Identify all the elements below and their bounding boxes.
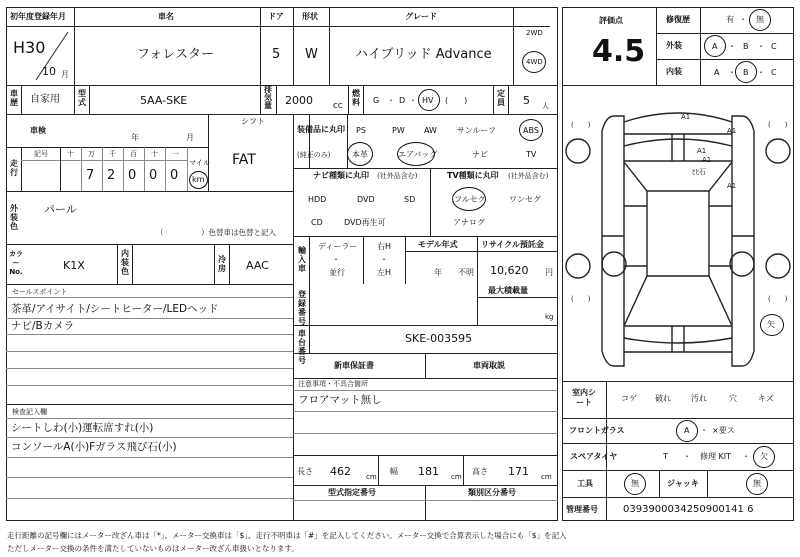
width-cm: cm	[451, 473, 462, 481]
fuel-hv: HV	[422, 96, 434, 105]
shift: FAT	[232, 152, 256, 168]
equip-label: 装備品に丸印	[297, 125, 345, 134]
length-cm: cm	[366, 473, 377, 481]
digit-4: 0	[170, 168, 179, 183]
fuel-g: G	[373, 96, 380, 105]
repair-label: 修復歴	[666, 15, 690, 24]
exterior-label: 外装	[666, 41, 682, 50]
shaken-month: 月	[186, 133, 194, 142]
glass-label: フロントガラス	[569, 426, 625, 435]
glass-dot: ・	[700, 426, 708, 435]
length: 462	[330, 465, 351, 478]
score-label: 評価点	[599, 16, 623, 25]
digit-2: 0	[128, 168, 137, 183]
glass-x: ×要ス	[712, 426, 735, 435]
interior-c: C	[771, 68, 777, 77]
spare-dot-2: ・	[742, 452, 750, 461]
ac: AAC	[246, 259, 269, 272]
notes: フロアマット無し	[298, 394, 382, 406]
dmg-mark-4: A1	[702, 156, 712, 164]
interior-a: A	[714, 68, 720, 77]
dmg-mark-3: A1	[697, 147, 707, 155]
mm-3: ( )	[571, 295, 591, 303]
inspection-line-1: シートしわ(小)運転席すれ(小)	[11, 422, 154, 434]
dmg-mark-6: A1	[727, 182, 737, 190]
unit-5: 一	[172, 150, 179, 158]
exterior-dot-2: ・	[757, 42, 765, 51]
equip-airbag: エアバッグ	[398, 150, 438, 159]
km-unit: km	[192, 175, 205, 184]
navi-hdd: HDD	[308, 195, 327, 204]
month-unit: 月	[61, 70, 69, 79]
doors: 5	[272, 47, 281, 62]
ac-label: 冷房	[218, 255, 226, 273]
unit-4: 十	[151, 150, 158, 158]
recycle-label: リサイクル預託金	[481, 240, 544, 249]
cap-label: 定員	[497, 89, 505, 107]
model: 5AA-SKE	[140, 94, 188, 107]
first-reg-label: 初年度登録年月	[10, 12, 66, 21]
seat-opt-2: 汚れ	[691, 394, 707, 403]
spare-dot-1: ・	[683, 452, 691, 461]
colorno: K1X	[63, 259, 85, 272]
seat-opt-3: 穴	[729, 394, 737, 403]
color-note: （ ）色替車は色替と記入	[156, 228, 276, 237]
grade-label: グレード	[405, 12, 437, 21]
disp: 2000	[285, 94, 313, 107]
cap-unit: 人	[542, 102, 549, 110]
shaken-year: 年	[131, 133, 139, 142]
spare-t: T	[663, 452, 668, 461]
import-dealer: ディーラー	[318, 242, 358, 251]
car-name: フォレスター	[137, 47, 214, 62]
glass-a: A	[684, 426, 690, 435]
spare-none: 欠	[760, 452, 768, 461]
disp-label: 排気量	[264, 85, 272, 110]
import-parallel: 並行	[329, 268, 345, 277]
unit-2: 千	[109, 150, 116, 158]
drive-2wd: 2WD	[526, 29, 543, 37]
tools-label: 工具	[577, 479, 593, 488]
import-left: 左H	[377, 268, 392, 277]
import-dot-1: ・	[332, 255, 340, 264]
interior-dot-1: ・	[728, 68, 736, 77]
color-label: 外装色	[10, 204, 18, 231]
width-label: 幅	[390, 467, 398, 476]
car-damage-diagram	[562, 86, 794, 380]
mm-2: ( )	[768, 121, 788, 129]
dmg-mark-2: A1	[727, 127, 737, 135]
interior-b: B	[743, 68, 749, 77]
warranty: 新車保証書	[334, 361, 374, 370]
mgmt-label: 管理番号	[566, 505, 598, 514]
import-dot-2: ・	[380, 255, 388, 264]
import-right: 右H	[377, 242, 392, 251]
chassis-label: 車台番号	[298, 329, 306, 365]
jack: 無	[753, 479, 761, 488]
navi-sub: (社外品含む)	[377, 172, 418, 180]
interior-dot-2: ・	[757, 68, 765, 77]
mgmt: 0393900034250900141 6	[623, 504, 754, 515]
grade: ハイブリッド Advance	[355, 47, 492, 62]
repair-yes: 有	[726, 15, 734, 24]
reg-label: 登録番号	[298, 290, 306, 326]
equip-sub: (純正のみ)	[297, 151, 331, 159]
inspection-label: 検査記入欄	[12, 408, 47, 416]
navi-cd: CD	[311, 218, 323, 227]
digit-1: 2	[107, 168, 116, 183]
equip-aw: AW	[424, 126, 437, 135]
kigo-label: 記号	[34, 150, 48, 158]
cc-unit: CC	[333, 102, 343, 110]
height: 171	[508, 465, 529, 478]
equip-navi: ナビ	[472, 150, 488, 159]
unit-3: 百	[130, 150, 137, 158]
door-label: ドア	[268, 12, 284, 21]
dmg-mark-1: A1	[681, 113, 691, 121]
repair-dot: ・	[739, 15, 747, 24]
fuel-label: 燃料	[352, 89, 360, 107]
exterior-c: C	[771, 42, 777, 51]
footer-line-2: ただしメーター交換の条件を満たしていないものはメーター改ざん車扱いとなります。	[7, 544, 299, 553]
fuel-paren: ( )	[445, 96, 468, 105]
max-load-kg: kg	[545, 313, 554, 321]
use: 自家用	[30, 94, 60, 105]
navi-sd: SD	[404, 195, 416, 204]
notes-label: 注意事項・不具合箇所	[298, 380, 368, 388]
navi-dvd: DVD	[357, 195, 375, 204]
fuel-dot-1: ・	[387, 96, 395, 105]
import-label: 輸入車	[298, 246, 306, 273]
mile-label: マイル	[189, 159, 210, 167]
equip-leather: 本革	[352, 150, 368, 159]
digit-0: 7	[86, 168, 95, 183]
spare-kit: 修理 KIT	[700, 452, 732, 461]
drive-4wd: 4WD	[526, 58, 543, 66]
first-reg-era: H30	[13, 38, 46, 57]
width: 181	[418, 465, 439, 478]
mm-1: ( )	[571, 121, 591, 129]
shape-label: 形状	[302, 12, 318, 21]
shaken-label: 車検	[30, 126, 46, 135]
seat-opt-4: キズ	[758, 394, 774, 403]
shape: W	[305, 47, 318, 62]
repair-no: 無	[756, 15, 764, 24]
exterior-a: A	[712, 42, 718, 51]
tv-sub: (社外品含む)	[508, 172, 549, 180]
cap: 5	[523, 94, 530, 107]
footer-line-1: 走行距離の記号欄にはメーター改ざん車は「*」、メーター交換車は「$」、走行不明車は「#」を記入してください。メーター交換で合算表示した場合にも「$」を記入	[7, 531, 567, 540]
mileage-label: 走行	[10, 159, 18, 177]
navi-label: ナビ種類に丸印	[313, 171, 369, 180]
use-label: 車歴	[10, 89, 18, 107]
equip-abs: ABS	[523, 126, 539, 135]
manual: 車両取説	[473, 361, 505, 370]
fuel-d: D	[399, 96, 406, 105]
type-label: 型式指定番号	[328, 488, 376, 497]
chassis: SKE-003595	[405, 332, 473, 345]
tv-analog: アナログ	[453, 218, 485, 227]
length-label: 長さ	[297, 467, 313, 476]
tools: 無	[631, 479, 639, 488]
car-name-label: 車名	[158, 12, 174, 21]
jack-label: ジャッキ	[667, 479, 699, 488]
seat-opt-1: 破れ	[655, 394, 671, 403]
height-cm: cm	[541, 473, 552, 481]
equip-tv: TV	[526, 150, 537, 159]
equip-pw: PW	[392, 126, 405, 135]
max-load-label: 最大積載量	[488, 286, 528, 295]
height-label: 高さ	[472, 467, 488, 476]
unit-1: 万	[88, 150, 95, 158]
sales-label: セールスポイント	[12, 288, 68, 296]
sales-line-1: 茶革/アイサイト/シートヒーター/LEDヘッド	[11, 303, 219, 315]
exterior-b: B	[743, 42, 749, 51]
color-value: パール	[44, 203, 77, 216]
shift-label: シフト	[241, 117, 265, 126]
recycle-yen: 円	[545, 268, 553, 277]
spare-label: スペアタイヤ	[570, 452, 618, 461]
model-year-label: モデル年式	[418, 240, 458, 249]
first-reg-month: 10	[42, 65, 56, 78]
sales-line-2: ナビ/Bカメラ	[11, 320, 75, 332]
tv-fullseg: フルセグ	[454, 195, 486, 204]
model-year-year: 年	[434, 268, 442, 277]
seat-opt-0: コゲ	[621, 394, 637, 403]
dmg-mark-5: ﾋﾋ石	[692, 168, 706, 176]
unit-0: 十	[67, 150, 74, 158]
equip-ps: PS	[356, 126, 366, 135]
recycle: 10,620	[490, 264, 529, 277]
int-color-label: 内装色	[121, 249, 129, 276]
bottom-mark: 矢	[767, 320, 775, 329]
fuel-dot-2: ・	[409, 96, 417, 105]
interior-label: 内装	[666, 67, 682, 76]
model-label: 型式	[78, 89, 86, 107]
navi-dvd-play: DVD再生可	[344, 218, 386, 227]
mm-4: ( )	[768, 295, 788, 303]
equip-sunroof: サンルーフ	[457, 126, 496, 135]
colorno-label: カラーNo.	[9, 250, 23, 276]
class-label: 類別区分番号	[468, 488, 516, 497]
score-value: 4.5	[592, 34, 646, 69]
seat-label: 室内シート	[572, 388, 596, 407]
digit-3: 0	[149, 168, 158, 183]
exterior-dot-1: ・	[728, 42, 736, 51]
model-year-unknown: 不明	[458, 268, 474, 277]
inspection-line-2: コンソールA(小)Fガラス飛び石(小)	[11, 441, 177, 453]
tv-oneseg: ワンセグ	[509, 195, 541, 204]
tv-label: TV種類に丸印	[447, 171, 499, 180]
